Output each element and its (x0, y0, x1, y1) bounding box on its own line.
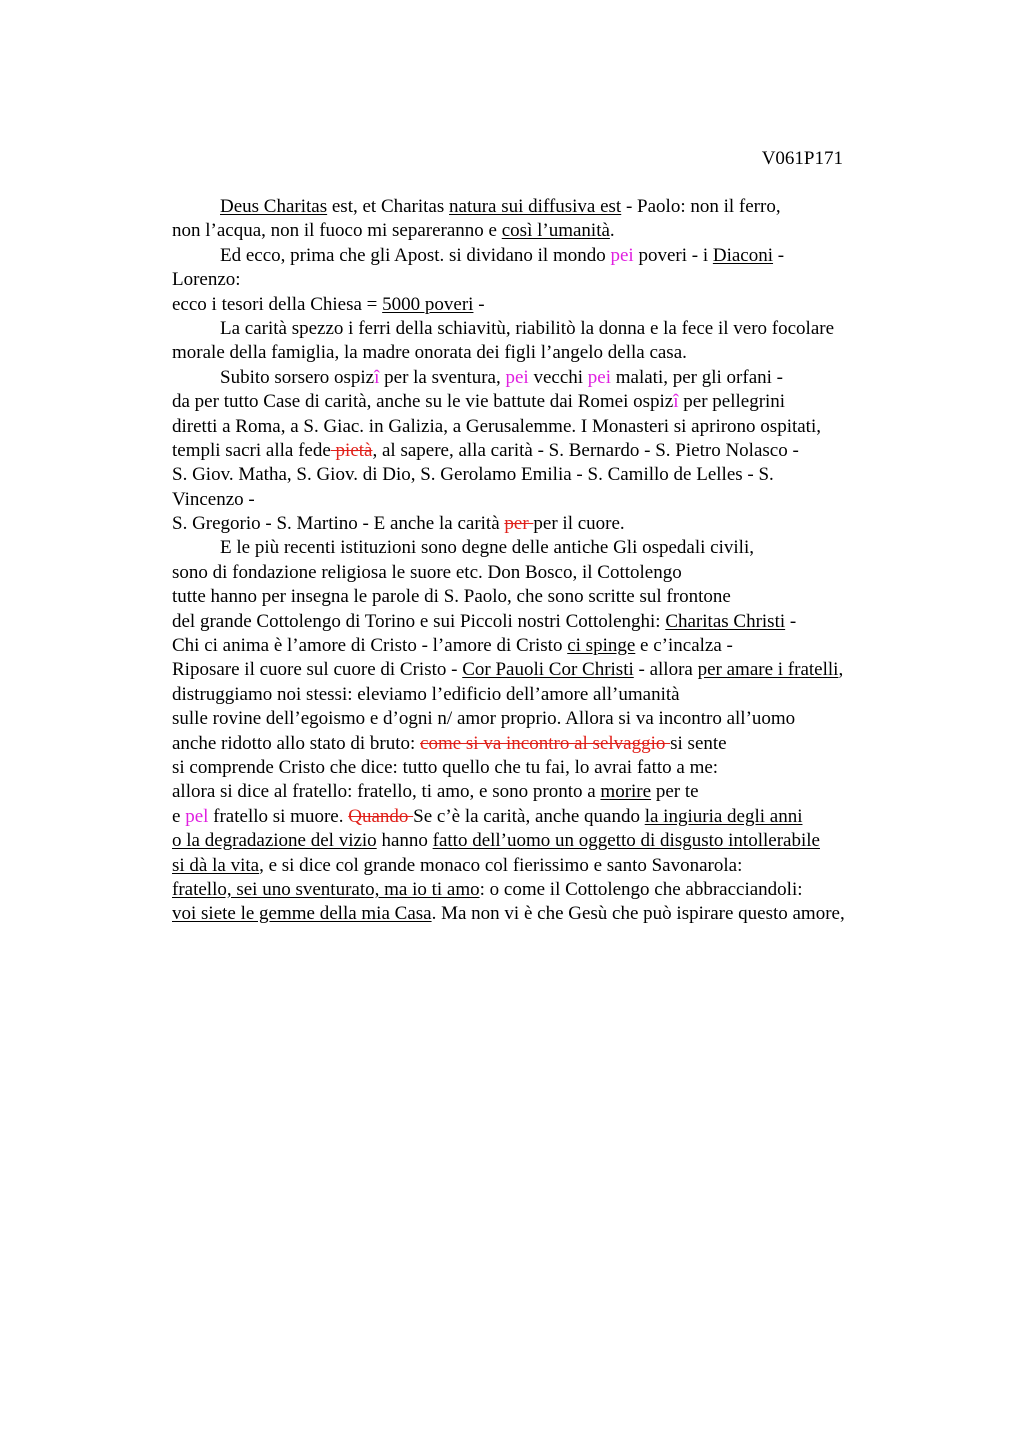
text-line (172, 512, 912, 536)
highlighted-text: pei (587, 366, 611, 388)
text-segment: Lorenzo: (172, 269, 241, 291)
text-segment: per la sventura, (379, 366, 506, 388)
underlined-text: così l’umanità (501, 220, 610, 242)
text-segment: allora si dice al fratello: fratello, ti amo, e sono pronto a (172, 781, 601, 803)
text-segment: est, et Charitas (327, 196, 450, 217)
text-segment: morale della famiglia, la madre onorata dei figli l’angelo della casa. (172, 342, 687, 364)
underlined-text: fratello, sei uno sventurato, ma io ti amo (172, 878, 480, 900)
underlined-text: fatto dell’uomo un oggetto di disgusto intollerabile (432, 830, 820, 852)
text-segment: e c’incalza - (635, 635, 733, 657)
text-segment: tutte hanno per insegna le parole di S. Paolo, che sono scritte sul frontone (172, 586, 731, 608)
underlined-text: Deus Charitas (220, 196, 328, 217)
text-segment: distruggiamo noi stessi: eleviamo l’edificio dell’amore all’umanità (172, 683, 680, 705)
text-segment: - allora (633, 659, 698, 681)
underlined-text: morire (600, 781, 652, 803)
text-segment: Se c’è la carità, anche quando (413, 805, 645, 827)
text-segment: e (172, 805, 186, 827)
underlined-text: voi siete le gemme della mia Casa (172, 903, 432, 925)
text-line (172, 683, 912, 707)
page-id: V061P171 (761, 148, 843, 169)
text-line (172, 658, 912, 682)
text-segment: . Ma non vi è che Gesù che può ispirare questo amore, (431, 903, 845, 925)
underlined-text: la ingiuria degli anni (644, 805, 803, 827)
struck-text: pietà (330, 439, 373, 461)
text-segment: hanno (376, 830, 433, 852)
text-segment: , al sapere, alla carità - S. Bernardo - S. Pietro Nolasco - (372, 439, 799, 461)
text-line (172, 195, 912, 219)
text-line (172, 854, 912, 878)
text-line (172, 317, 912, 341)
text-line (172, 244, 912, 268)
underlined-text: o la degradazione del vizio (172, 830, 377, 852)
text-line (172, 366, 912, 390)
text-segment: La carità spezzo i ferri della schiavitù, riabilitò la donna e la fece il vero focolare (220, 317, 835, 339)
text-segment: templi sacri alla fede (172, 439, 331, 461)
text-line (172, 415, 912, 439)
struck-text: Quando (348, 805, 414, 827)
manuscript-text (172, 195, 912, 927)
text-segment: Subito sorsero ospiz (220, 366, 375, 388)
text-line (172, 585, 912, 609)
highlighted-text: pel (185, 805, 209, 827)
text-segment: - (773, 244, 785, 266)
text-line (172, 707, 912, 731)
underlined-text: Diaconi (712, 244, 774, 266)
text-segment: - Paolo: non il ferro, (621, 196, 781, 217)
text-segment: Chi ci anima è l’amore di Cristo - l’amore di Cristo (172, 635, 568, 657)
text-segment: per pellegrini (678, 391, 786, 413)
text-line (172, 439, 912, 463)
text-segment: . (609, 220, 615, 242)
text-segment: , e si dice col grande monaco col fierissimo e santo Savonarola: (259, 854, 743, 876)
highlighted-text: pei (505, 366, 529, 388)
text-segment: S. Giov. Matha, S. Giov. di Dio, S. Gerolamo Emilia - S. Camillo de Lelles - S. (172, 464, 774, 486)
text-line (172, 463, 912, 487)
text-segment: Ed ecco, prima che gli Apost. si dividano il mondo (220, 244, 611, 266)
text-segment: Vincenzo - (172, 488, 255, 510)
text-segment: diretti a Roma, a S. Giac. in Galizia, a Gerusalemme. I Monasteri si aprirono ospitati, (172, 415, 821, 437)
text-line (172, 732, 912, 756)
text-segment: sono di fondazione religiosa le suore etc. Don Bosco, il Cottolengo (172, 561, 682, 583)
text-segment: si comprende Cristo che dice: tutto quello che tu fai, lo avrai fatto a me: (172, 756, 719, 778)
text-line (172, 390, 912, 414)
text-line (172, 634, 912, 658)
text-line (172, 902, 912, 926)
text-segment: malati, per gli orfani - (611, 366, 783, 388)
text-segment: - (785, 610, 797, 632)
underlined-text: si dà la vita (172, 854, 260, 876)
text-segment: Riposare il cuore sul cuore di Cristo - (172, 659, 463, 681)
highlighted-text: î (673, 391, 679, 413)
text-segment: per il cuore. (533, 513, 625, 535)
underlined-text: per amare i fratelli (697, 659, 839, 681)
underlined-text: Cor Pauoli Cor Christi (462, 659, 634, 681)
text-segment: anche ridotto allo stato di bruto: (172, 732, 421, 754)
text-segment: sulle rovine dell’egoismo e d’ogni n/ amor proprio. Allora si va incontro all’uomo (172, 708, 796, 730)
text-line (172, 610, 912, 634)
text-line (172, 829, 912, 853)
text-segment: : o come il Cottolengo che abbracciandoli: (479, 878, 803, 900)
text-line (172, 805, 912, 829)
text-line (172, 561, 912, 585)
text-segment: si sente (670, 732, 727, 754)
text-line (172, 536, 912, 560)
underlined-text: ci spinge (567, 635, 636, 657)
text-segment: S. Gregorio - S. Martino - E anche la carità (172, 513, 505, 535)
text-segment: fratello si muore. (208, 805, 349, 827)
highlighted-text: pei (610, 244, 634, 266)
text-line (172, 878, 912, 902)
underlined-text: natura sui diffusiva est (449, 196, 622, 217)
underlined-text: Charitas Christi (665, 610, 786, 632)
text-segment: E le più recenti istituzioni sono degne delle antiche Gli ospedali civili, (220, 537, 754, 559)
text-line (172, 780, 912, 804)
text-segment: poveri - i (633, 244, 713, 266)
text-segment: ecco i tesori della Chiesa = (172, 293, 383, 315)
text-line (172, 268, 912, 292)
text-line (172, 488, 912, 512)
text-segment: vecchi (528, 366, 588, 388)
text-line (172, 219, 912, 243)
struck-text: come si va incontro al selvaggio (420, 732, 671, 754)
text-segment: del grande Cottolengo di Torino e sui Piccoli nostri Cottolenghi: (172, 610, 666, 632)
underlined-text: 5000 poveri (382, 293, 474, 315)
text-segment: per te (651, 781, 699, 803)
highlighted-text: î (374, 366, 380, 388)
text-line (172, 293, 912, 317)
text-line (172, 756, 912, 780)
text-segment: - (473, 293, 485, 315)
struck-text: per (504, 513, 534, 535)
text-segment: , (838, 659, 844, 681)
text-segment: da per tutto Case di carità, anche su le vie battute dai Romei ospiz (172, 391, 674, 413)
text-segment: non l’acqua, non il fuoco mi separeranno e (172, 220, 502, 242)
text-line (172, 341, 912, 365)
